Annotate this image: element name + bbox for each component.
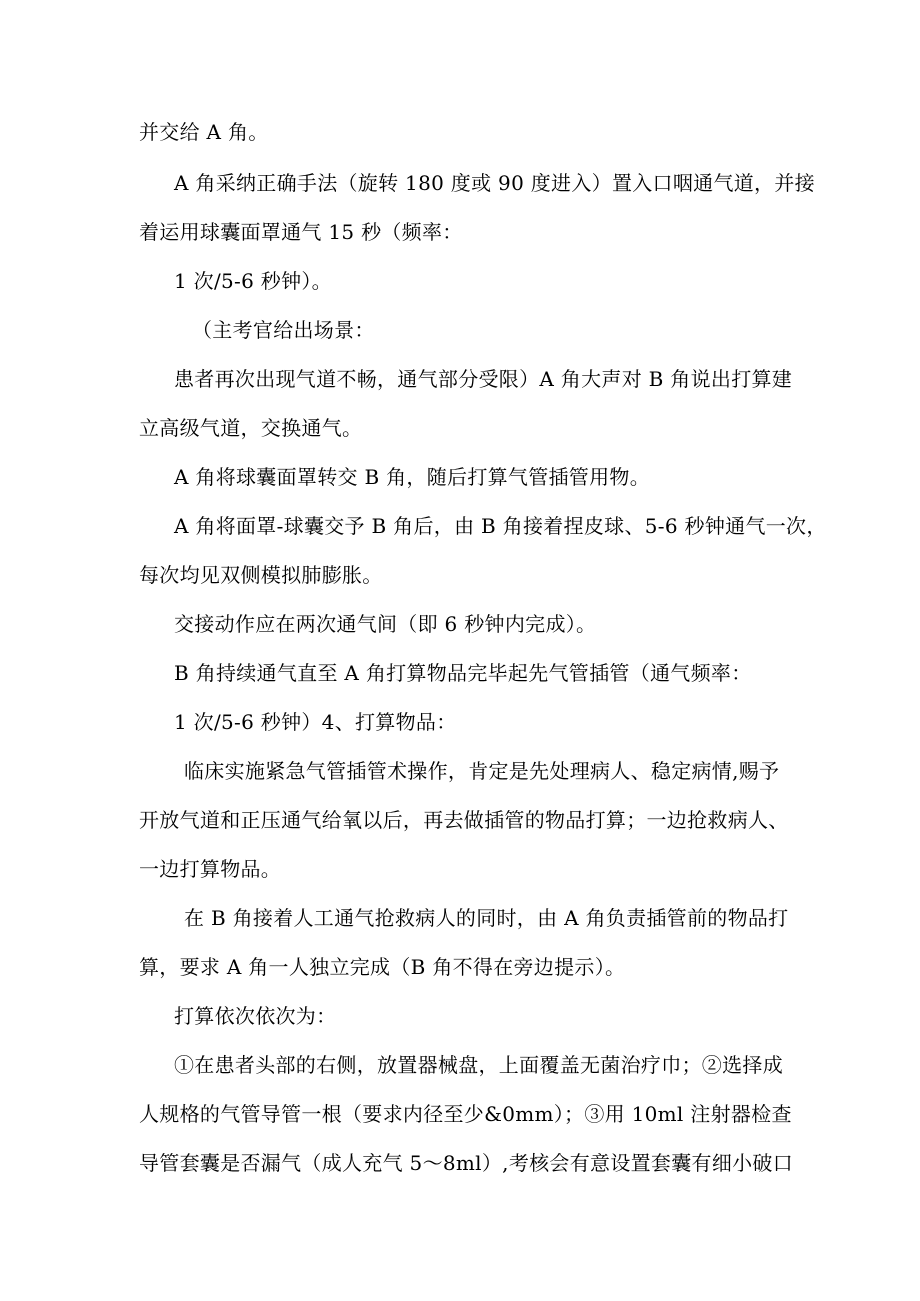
text-line: 着运用球囊面罩通气 15 秒（频率： [139, 220, 463, 244]
text-line: A 角采纳正确手法（旋转 180 度或 90 度进入）置入口咽通气道，并接 [174, 171, 815, 195]
text-line: （主考官给出场景： [192, 318, 375, 342]
text-line: 每次均见双侧模拟肺膨胀。 [139, 563, 383, 587]
text-line: 算，要求 A 角一人独立完成（B 角不得在旁边提示）。 [139, 955, 626, 979]
text-line: 人规格的气管导管一根（要求内径至少&0mm）；③用 10ml 注射器检查 [139, 1102, 792, 1126]
text-line: A 角将球囊面罩转交 B 角，随后打算气管插管用物。 [174, 465, 651, 489]
text-line: 临床实施紧急气管插管术操作，肯定是先处理病人、稳定病情,赐予 [184, 759, 780, 783]
text-line: B 角持续通气直至 A 角打算物品完毕起先气管插管（通气频率： [174, 661, 752, 685]
text-line: ①在患者头部的右侧，放置器械盘，上面覆盖无菌治疗巾；②选择成 [174, 1053, 783, 1077]
text-line: 患者再次出现气道不畅，通气部分受限）A 角大声对 B 角说出打算建 [174, 367, 793, 391]
text-line: 1 次/5-6 秒钟）4、打算物品： [174, 710, 457, 734]
text-line: A 角将面罩-球囊交予 B 角后，由 B 角接着捏皮球、5-6 秒钟通气一次， [174, 514, 827, 538]
text-line: 立高级气道，交换通气。 [139, 416, 363, 440]
text-line: 导管套囊是否漏气（成人充气 5～8ml）,考核会有意设置套囊有细小破口 [139, 1151, 794, 1175]
text-line: 打算依次依次为： [174, 1004, 337, 1028]
text-line: 在 B 角接着人工通气抢救病人的同时，由 A 角负责插管前的物品打 [184, 906, 789, 930]
text-line: 并交给 A 角。 [139, 120, 269, 144]
text-line: 开放气道和正压通气给氧以后，再去做插管的物品打算；一边抢救病人、 [139, 808, 789, 832]
text-line: 1 次/5-6 秒钟）。 [174, 269, 332, 293]
text-line: 一边打算物品。 [139, 857, 282, 881]
text-line: 交接动作应在两次通气间（即 6 秒钟内完成）。 [174, 612, 597, 636]
